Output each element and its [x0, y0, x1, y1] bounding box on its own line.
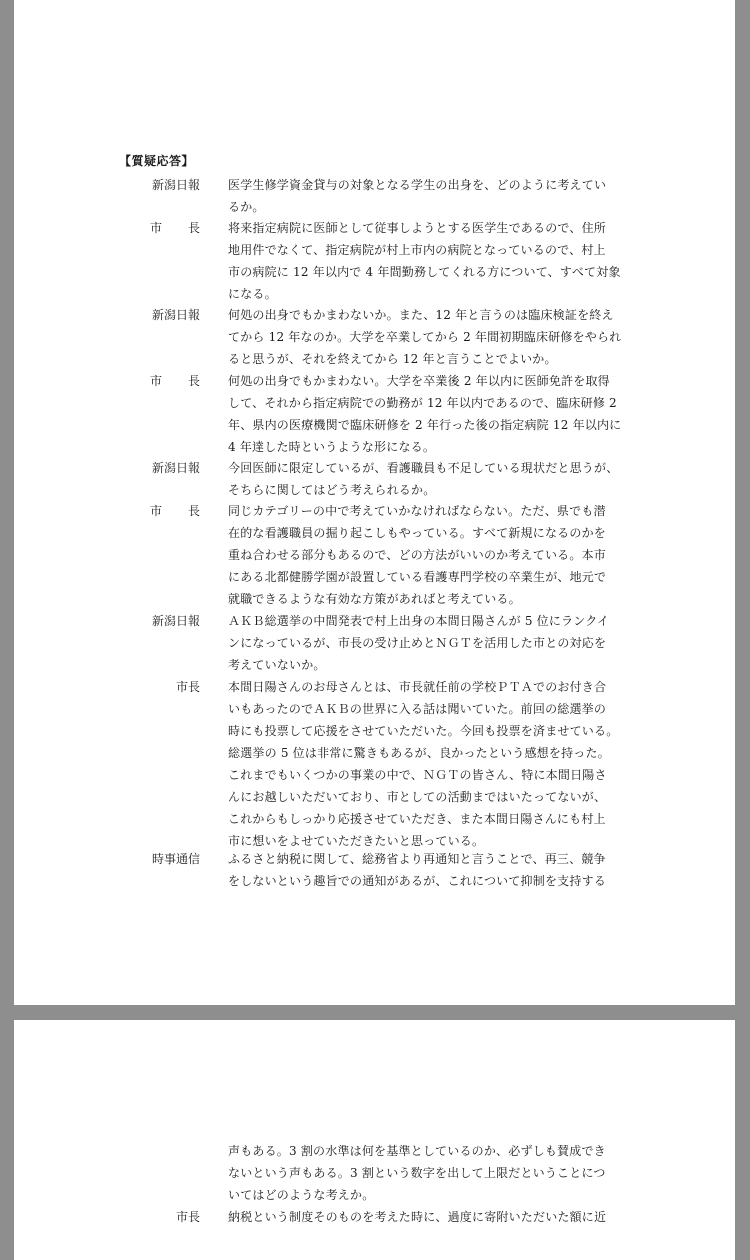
- entry-text: [228, 1140, 628, 1206]
- text-line: これからもしっかり応援させていただき、また本間日陽さんにも村上: [228, 812, 606, 826]
- text-line: して、それから指定病院での勤務が 12 年以内であるので、臨床研修 2: [228, 396, 617, 410]
- text-line: ふるさと納税に関して、総務省より再通知と言うことで、再三、競争: [228, 852, 606, 866]
- text-line: 年、県内の医療機関で臨床研修を 2 年行った後の指定病院 12 年以内に: [228, 418, 622, 432]
- speaker-label: [114, 500, 200, 522]
- text-line: になる。: [228, 287, 277, 301]
- text-line: ると思うが、それを終えてから 12 年と言うことでよいか。: [228, 352, 557, 366]
- speaker-label-last: 長: [187, 374, 200, 388]
- text-line: 考えていないか。: [228, 658, 326, 672]
- text-line: 就職できるような有効な方策があればと考えている。: [228, 592, 521, 606]
- text-line: をしないという趣旨での通知があるが、これについて抑制を支持する: [228, 874, 606, 888]
- entry-text: [228, 500, 628, 610]
- speaker-label-first: 市: [149, 504, 162, 518]
- text-line: 本間日陽さんのお母さんとは、市長就任前の学校ＰＴＡでのお付き合: [228, 680, 607, 694]
- speaker-label: [114, 217, 200, 239]
- speaker-label: 新潟日報: [151, 614, 200, 628]
- entry-text: [228, 304, 628, 370]
- entry-text: [228, 610, 628, 676]
- text-line: 将来指定病院に医師として従事しようとする医学生であるので、住所: [228, 221, 606, 235]
- text-line: てから 12 年なのか。大学を卒業してから 2 年間初期臨床研修をやられ: [228, 330, 622, 344]
- document-page-2: [14, 1020, 735, 1260]
- speaker-label: 新潟日報: [151, 308, 200, 322]
- speaker-label: 新潟日報: [151, 461, 200, 475]
- text-line: 時にも投票して応援をさせていただいた。今回も投票を済ませている。: [228, 724, 619, 738]
- text-line: 何処の出身でもかまわないか。また、12 年と言うのは臨床検証を終え: [228, 308, 614, 322]
- text-line: 何処の出身でもかまわない。大学を卒業後 2 年以内に医師免許を取得: [228, 374, 610, 388]
- text-line: 今回医師に限定しているが、看護職員も不足している現状だと思うが、: [228, 461, 619, 475]
- entry-text: [228, 174, 628, 218]
- text-line: ないという声もある。3 割という数字を出して上限だということにつ: [228, 1166, 606, 1180]
- text-line: ＡＫＢ総選挙の中間発表で村上出身の本間日陽さんが 5 位にランクイ: [228, 614, 610, 628]
- speaker-label: [114, 370, 200, 392]
- speaker-label-last: 長: [187, 221, 200, 235]
- text-line: 市の病院に 12 年以内で 4 年間勤務してくれる方について、すべて対象: [228, 265, 621, 279]
- text-line: るか。: [228, 200, 265, 214]
- text-line: 総選挙の 5 位は非常に驚きもあるが、良かったという感想を持った。: [228, 746, 610, 760]
- text-line: そちらに関してはどう考えられるか。: [228, 483, 436, 497]
- text-line: 声もある。3 割の水準は何を基準としているのか、必ずしも賛成でき: [228, 1144, 606, 1158]
- entry-text: [228, 676, 628, 852]
- section-heading: 【質疑応答】: [119, 154, 195, 168]
- speaker-label: 市長: [175, 680, 200, 694]
- speaker-label-last: 長: [187, 504, 200, 518]
- text-line: んにお越しいただいており、市としての活動まではいたってないが、: [228, 790, 607, 804]
- text-line: 在的な看護職員の掘り起こしもやっている。すべて新規になるのかを: [228, 526, 606, 540]
- entry-text: [228, 217, 628, 305]
- speaker-label-first: 市: [149, 221, 162, 235]
- speaker-label: 時事通信: [151, 852, 200, 866]
- text-line: 4 年達した時というような形になる。: [228, 440, 436, 454]
- text-line: これまでもいくつかの事業の中で、ＮＧＴの皆さん、特に本間日陽さ: [228, 768, 607, 782]
- entry-text: [228, 370, 628, 458]
- speaker-label: 市長: [175, 1210, 200, 1224]
- text-line: ンになっているが、市長の受け止めとＮＧＴを活用した市との対応を: [228, 636, 607, 650]
- entry-text: [228, 457, 628, 501]
- text-line: いもあったのでＡＫＢの世界に入る話は聞いていた。前回の総選挙の: [228, 702, 607, 716]
- text-line: いてはどのような考えか。: [228, 1188, 375, 1202]
- text-line: 納税という制度そのものを考えた時に、過度に寄附いただいた額に近: [228, 1210, 607, 1224]
- text-line: 医学生修学資金貸与の対象となる学生の出身を、どのように考えてい: [228, 178, 607, 192]
- document-page-1: [14, 0, 735, 1005]
- text-line: にある北都健勝学園が設置している看護専門学校の卒業生が、地元で: [228, 570, 607, 584]
- text-line: 同じカテゴリーの中で考えていかなければならない。ただ、県でも潜: [228, 504, 606, 518]
- speaker-label-first: 市: [149, 374, 162, 388]
- entry-text: [228, 1206, 628, 1228]
- entry-text: [228, 848, 628, 892]
- speaker-label: 新潟日報: [151, 178, 200, 192]
- text-line: 市に想いをよせていただきたいと思っている。: [228, 834, 485, 848]
- text-line: 地用件でなくて、指定病院が村上市内の病院となっているので、村上: [228, 243, 606, 257]
- text-line: 重ね合わせる部分もあるので、どの方法がいいのか考えている。本市: [228, 548, 606, 562]
